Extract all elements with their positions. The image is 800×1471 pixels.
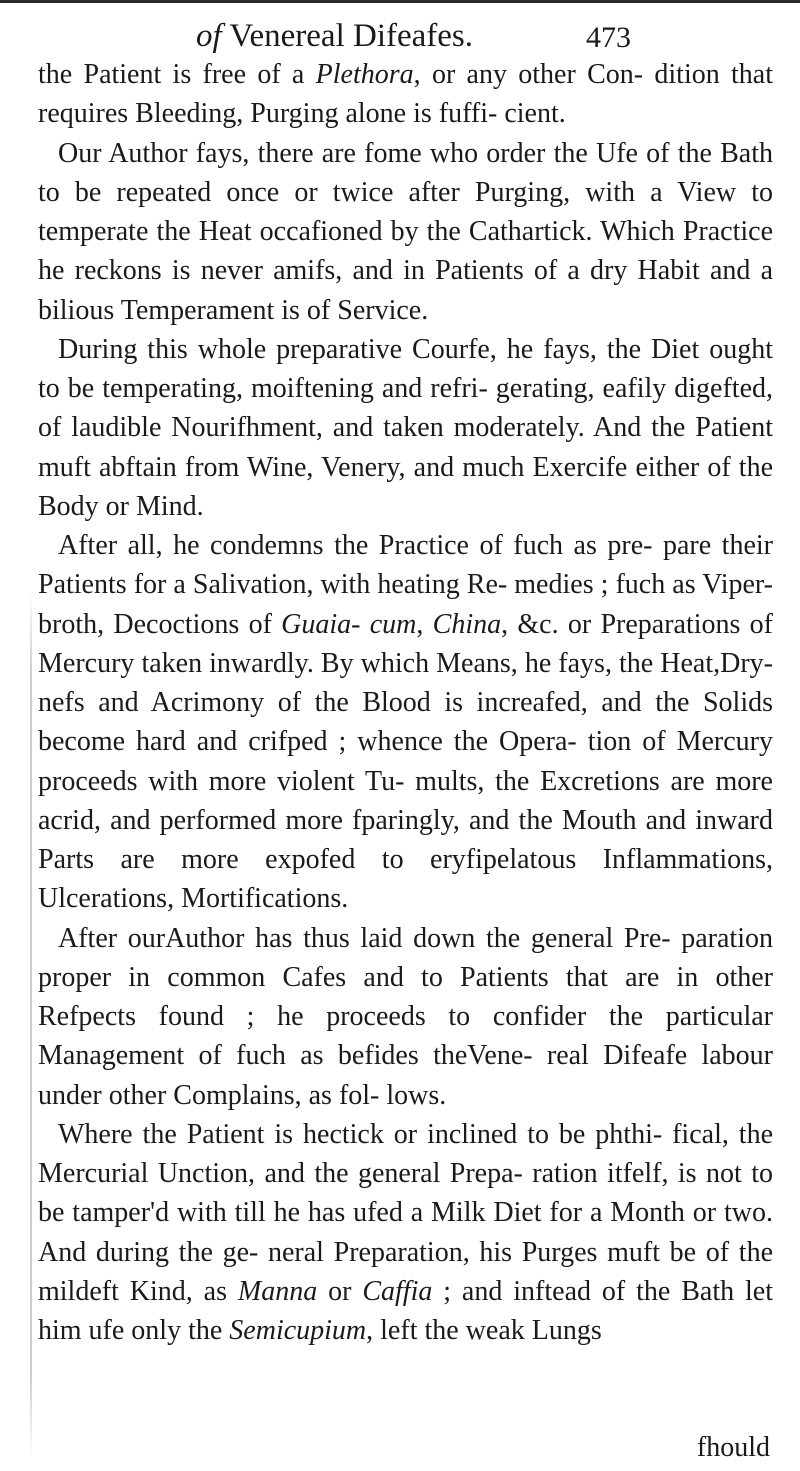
- text-run: ,: [416, 608, 433, 640]
- text-run: ; and inftead of the Bath let him ufe only the: [38, 1275, 773, 1346]
- text-run: , left the weak Lungs: [366, 1315, 602, 1346]
- catchword: fhould: [696, 1432, 770, 1463]
- text-run: or: [317, 1275, 363, 1307]
- italic-run: Manna: [237, 1275, 318, 1307]
- paragraph: [38, 526, 773, 919]
- text-run: During this whole preparative Courfe, he fays, the Diet ought to be temperating, moiftening and refri- gerating, eafily digefted, of laudible Nourifhment, and taken moderately. And the Patient muft abftain from Wine, Venery, and much Exercife either of the Body or Mind.: [38, 333, 773, 522]
- text-run: , &c. or Preparations of Mercury taken inwardly. By which Means, he fays, the Heat,Dry- nefs and Acrimony of the Blood is increafed, and the Solids become hard and crifped ; whence the Opera- tion of Mercury proceeds with more violent Tu- mults, the Excretions are more acrid, and performed more fparingly, and the Mouth and inward Parts are more expofed to eryfipelatous Inflammations, Ulcerations, Mortifications.: [38, 608, 773, 915]
- text-run: Where the Patient is hectick or inclined to be phthi- fical, the Mercurial Unction, and the general Prepa- ration itfelf, is not to be tamper'd with till he has ufed a Milk Diet for a Month or two. And during the ge- neral Preparation, his Purges muft be of the mildeft Kind, as: [38, 1118, 773, 1307]
- page-number: 473: [586, 21, 631, 54]
- paragraph: [38, 1115, 773, 1351]
- body-text: [38, 55, 773, 1350]
- text-run: After ourAuthor has thus laid down the general Pre- paration proper in common Cafes and to Patients that are in other Refpects found ; he proceeds to confider the particular Management of fuch as befides theVene- real Difeafe labour under other Complains, as fol- lows.: [38, 922, 773, 1111]
- text-run: Our Author fays, there are fome who order the Ufe of the Bath to be repeated once or twice after Purging, with a View to temperate the Heat occafioned by the Cathartick. Which Practice he reckons is never amifs, and in Patients of a dry Habit and a bilious Temperament is of Service.: [38, 137, 773, 326]
- running-head: [196, 16, 756, 56]
- italic-run: China: [432, 608, 502, 640]
- text-run: After all, he condemns the Practice of fuch as pre- pare their Patients for a Salivation, with heating Re- medies ; fuch as Viper-broth, Decoctions of: [38, 530, 773, 640]
- running-head-title: Venereal Difeafes.: [229, 18, 474, 54]
- paragraph: [38, 134, 773, 330]
- text-run: the Patient is free of a: [38, 59, 316, 90]
- paragraph: [38, 919, 773, 1115]
- text-run: , or any other Con- dition that requires Bleeding, Purging alone is fuffi- cient.: [38, 59, 774, 130]
- italic-run: Caffia: [362, 1275, 433, 1307]
- gutter-shadow: [30, 590, 32, 1460]
- running-head-of: of: [196, 18, 222, 54]
- paragraph: [38, 55, 773, 134]
- italic-run: Semicupium: [229, 1315, 367, 1346]
- italic-run: Guaia- cum: [281, 608, 417, 640]
- paragraph: [38, 330, 773, 526]
- italic-run: Plethora: [315, 59, 414, 90]
